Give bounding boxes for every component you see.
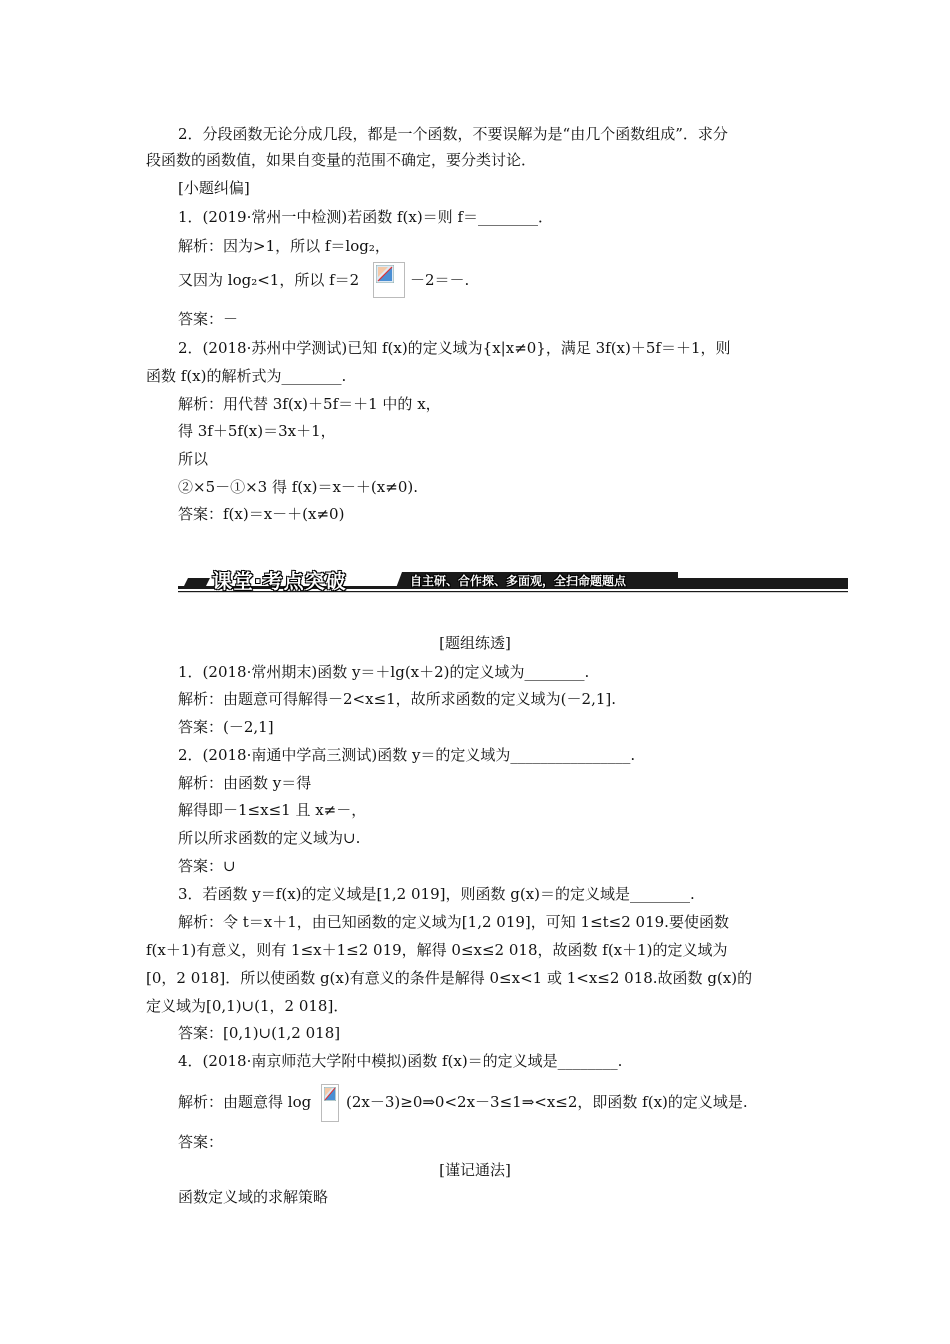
line: (2x－3)≥0⇒0<2x－3≤1⇒<x≤2，即函数 f(x)的定义域是.: [346, 1093, 748, 1111]
line: f(x＋1)有意义，则有 1≤x＋1≤2 019，解得 0≤x≤2 018，故函数 f(x＋1)的定义域为: [146, 941, 728, 959]
line: 解得即－1≤x≤1 且 x≠－，: [178, 801, 367, 819]
line: 1．(2019·常州一中检测)若函数 f(x)＝则 f＝________．: [178, 208, 553, 226]
line: 2．分段函数无论分成几段，都是一个函数，不要误解为是“由几个函数组成”．求分: [178, 125, 728, 143]
answer-line: 答案：f(x)＝x－＋(x≠0): [178, 505, 345, 523]
broken-image-icon: [373, 262, 405, 298]
answer-line: 答案：－: [178, 310, 239, 328]
line: 得 3f＋5f(x)＝3x＋1，: [178, 422, 336, 440]
line: 所以: [178, 450, 209, 468]
line: 定义域为[0,1)∪(1，2 018]．: [146, 997, 349, 1015]
line: 函数定义域的求解策略: [178, 1188, 329, 1206]
line: 解析：由题意可得解得－2<x≤1，故所求函数的定义域为(－2,1].: [178, 690, 617, 708]
line: [0，2 018]．所以使函数 g(x)有意义的条件是解得 0≤x<1 或 1<x≤2 018.故函数 g(x)的: [146, 969, 753, 987]
line: 解析：由题意得 log: [178, 1093, 312, 1111]
line: 函数 f(x)的解析式为________.: [146, 367, 347, 385]
broken-image-icon: [321, 1084, 339, 1122]
answer-line: 答案：[0,1)∪(1,2 018]: [178, 1024, 341, 1042]
line: 2．(2018·苏州中学测试)已知 f(x)的定义域为{x|x≠0}，满足 3f(x)＋5f＝＋1，则: [178, 339, 731, 357]
line: 解析：令 t＝x＋1，由已知函数的定义域为[1,2 019]，可知 1≤t≤2 019.要使函数: [178, 913, 729, 931]
line: 解析：因为>1，所以 f＝log₂，: [178, 237, 390, 255]
answer-line: 答案：(－2,1]: [178, 718, 274, 736]
section-banner: [178, 568, 848, 596]
line: 3．若函数 y＝f(x)的定义域是[1,2 019]，则函数 g(x)＝的定义域是________.: [178, 885, 695, 903]
line: 4．(2018·南京师范大学附中模拟)函数 f(x)＝的定义域是________.: [178, 1052, 623, 1070]
banner-subtitle: 自主研、合作探、多面观，全扫命题题点: [410, 574, 627, 588]
answer-line: 答案：∪: [178, 857, 236, 875]
line: 段函数的函数值，如果自变量的范围不确定，要分类讨论．: [146, 151, 537, 169]
line: 解析：用代替 3f(x)＋5f＝＋1 中的 x，: [178, 395, 441, 413]
section-heading: [小题纠偏]: [178, 179, 250, 197]
banner-title: 课堂·考点突破: [212, 569, 347, 593]
line: 1．(2018·常州期末)函数 y＝＋lg(x＋2)的定义域为________.: [178, 663, 590, 681]
line: 所以所求函数的定义域为∪.: [178, 829, 361, 847]
section-heading: [谨记通法]: [439, 1161, 511, 1179]
section-heading: [题组练透]: [439, 634, 511, 652]
line: －2＝－.: [410, 271, 470, 289]
line: 解析：由函数 y＝得: [178, 774, 312, 792]
line: 又因为 log₂<1，所以 f＝2: [178, 271, 360, 289]
answer-line: 答案：: [178, 1133, 224, 1151]
line: ②×5－①×3 得 f(x)＝x－＋(x≠0).: [178, 478, 418, 496]
line: 2．(2018·南通中学高三测试)函数 y＝的定义域为________________.: [178, 746, 636, 764]
